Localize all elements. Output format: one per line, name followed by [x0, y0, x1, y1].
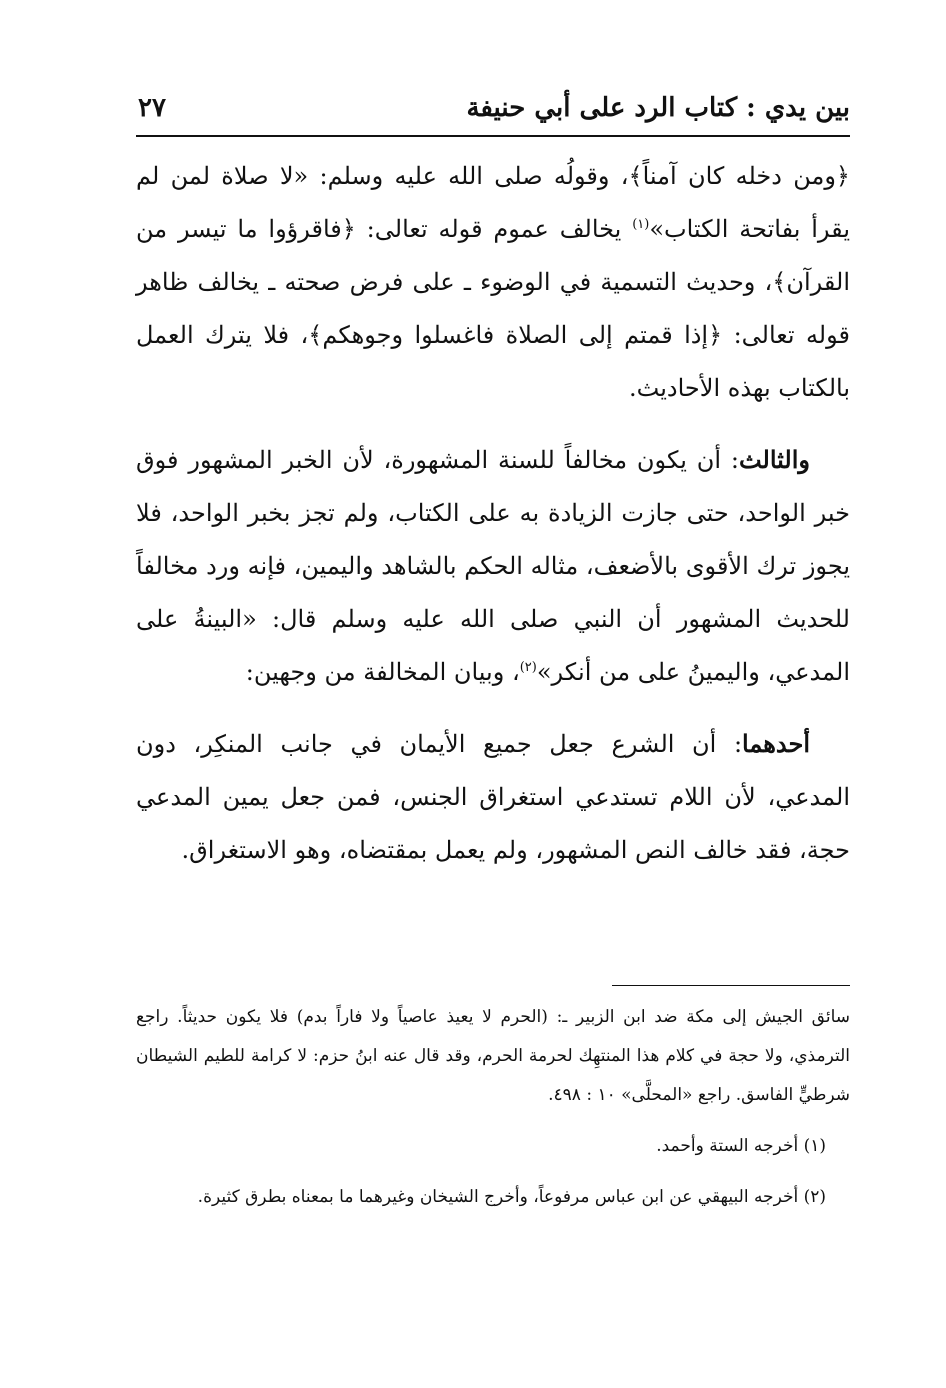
running-title: بين يدي : كتاب الرد على أبي حنيفة	[466, 93, 850, 123]
paragraph-3-text: : أن الشرع جعل جميع الأيمان في جانب المنكِر، دون المدعي، لأن اللام تستدعي استغراق الجنس، فمن جعل يمين المدعي حجة، فقد خالف النص المشهور، ولم يعمل بمقتضاه، وهو الاستغراق.	[136, 730, 850, 864]
footnote-ref-1: (١)	[632, 217, 650, 232]
paragraph-2-lead: والثالث	[738, 445, 810, 474]
footnote-2: (٢) أخرجه البيهقي عن ابن عباس مرفوعاً، وأخرج الشيخان وغيرهما ما بمعناه بطرق كثيرة.	[197, 1187, 826, 1207]
paragraph-1	[136, 150, 850, 415]
paragraph-2-end: ، وبيان المخالفة من وجهين:	[245, 658, 520, 686]
main-text	[136, 150, 850, 895]
header-rule	[136, 135, 850, 137]
paragraph-1-rest: يخالف عموم قوله تعالى: ﴿فاقرؤوا ما تيسر من القرآن﴾، وحديث التسمية في الوضوء ـ على فرض صحته ـ يخالف ظاهر قوله تعالى: ﴿إذا قمتم إلى الصلاة فاغسلوا وجوهكم﴾، فلا يترك العمل بالكتاب بهذه الأحاديث.	[136, 215, 850, 402]
paragraph-3-lead: أحدهما	[742, 729, 810, 758]
footnote-1: (١) أخرجه الستة وأحمد.	[656, 1136, 826, 1156]
footnote-continued: سائق الجيش إلى مكة ضد ابن الزبير ـ: (الحرم لا يعيذ عاصياً ولا فاراً بدم) فلا يكون حديثاً. راجع الترمذي، ولا حجة في كلام هذا المنتهِك لحرمة الحرم، وقد قال عنه ابنُ حزم: لا كرامة للطيم الشيطان شرطيٍّ الفاسق. راجع «المحلَّى» ١٠ : ٤٩٨.	[136, 1007, 850, 1105]
page-number: ٢٧	[138, 93, 166, 123]
paragraph-1-text: ﴿ومن دخله كان آمناً﴾، وقولُه صلى الله عليه وسلم: «لا صلاة لمن لم يقرأ بفاتحة الكتاب»	[136, 162, 850, 243]
page-header	[138, 84, 850, 132]
footnote-ref-2: (٢)	[519, 660, 537, 675]
paragraph-2	[136, 433, 850, 699]
paragraph-2-text: : أن يكون مخالفاً للسنة المشهورة، لأن الخبر المشهور فوق خبر الواحد، حتى جازت الزيادة به على الكتاب، ولم تجز بخبر الواحد، فلا يجوز ترك الأقوى بالأضعف، مثاله الحكم بالشاهد واليمين، فإنه ورد مخالفاً للحديث المشهور أن النبي صلى الله عليه وسلم قال: «البينةُ على المدعي، واليمينُ على من أنكر»	[136, 446, 850, 686]
footnotes	[136, 998, 850, 1229]
paragraph-3	[136, 717, 850, 877]
footnote-separator	[612, 985, 850, 986]
